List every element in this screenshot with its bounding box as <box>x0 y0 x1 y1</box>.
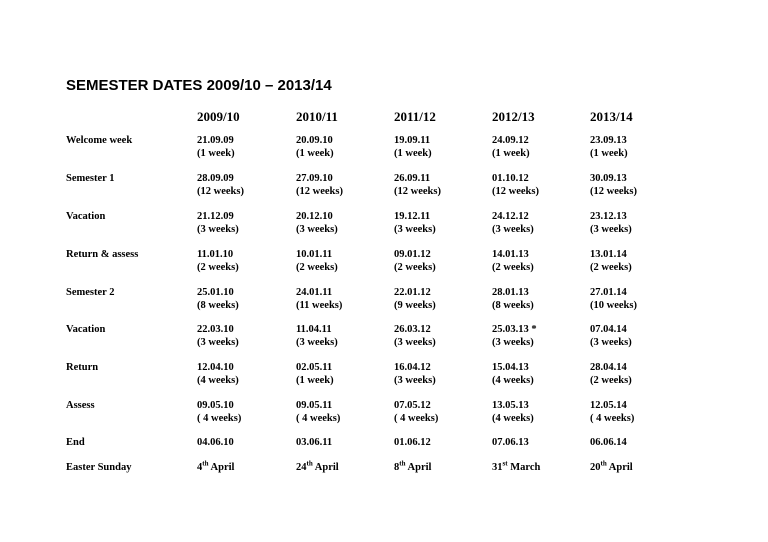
cell-date: 24.01.11 <box>296 287 333 298</box>
cell-duration: (1 week) <box>492 148 530 159</box>
cell-duration: (12 weeks) <box>590 186 637 197</box>
cell-date: 23.09.13 <box>590 135 627 146</box>
cell-date: 28.04.14 <box>590 362 627 373</box>
date-cell <box>197 172 244 198</box>
date-cell <box>296 210 338 236</box>
date-cell <box>197 399 241 425</box>
easter-day: 31 <box>492 462 503 473</box>
date-cell <box>590 172 637 198</box>
cell-date: 19.09.11 <box>394 135 431 146</box>
date-cell <box>394 248 436 274</box>
easter-day-suffix: st <box>502 459 508 468</box>
cell-date: 26.03.12 <box>394 324 431 335</box>
cell-date: 22.03.10 <box>197 324 234 335</box>
row-label: Semester 1 <box>66 173 115 184</box>
cell-duration: (3 weeks) <box>492 224 534 235</box>
easter-month: March <box>510 462 541 473</box>
cell-duration: ( 4 weeks) <box>197 413 242 424</box>
cell-duration: (3 weeks) <box>394 337 436 348</box>
year-header: 2012/13 <box>492 109 535 124</box>
row-label: Vacation <box>66 324 106 335</box>
cell-date: 11.01.10 <box>197 249 234 260</box>
cell-date: 30.09.13 <box>590 173 627 184</box>
cell-duration: (3 weeks) <box>590 224 632 235</box>
year-header: 2010/11 <box>296 109 338 124</box>
cell-date: 07.04.14 <box>590 324 627 335</box>
cell-date: 14.01.13 <box>492 249 529 260</box>
cell-date: 04.06.10 <box>197 437 234 448</box>
easter-date-cell <box>590 461 633 474</box>
cell-date: 27.09.10 <box>296 173 333 184</box>
easter-day-suffix: th <box>306 459 313 468</box>
cell-duration: (3 weeks) <box>492 337 534 348</box>
cell-duration: (1 week) <box>394 148 432 159</box>
cell-duration: (1 week) <box>296 148 334 159</box>
date-cell <box>394 134 432 160</box>
date-cell <box>296 286 342 312</box>
easter-month: April <box>407 462 432 473</box>
cell-date: 12.04.10 <box>197 362 234 373</box>
cell-date: 21.09.09 <box>197 135 234 146</box>
cell-date: 07.06.13 <box>492 437 529 448</box>
date-cell <box>492 134 530 160</box>
cell-duration: (10 weeks) <box>590 300 637 311</box>
cell-date: 13.05.13 <box>492 400 529 411</box>
date-cell <box>394 361 436 387</box>
cell-date: 20.12.10 <box>296 211 333 222</box>
date-cell <box>394 323 436 349</box>
easter-day: 4 <box>197 462 203 473</box>
cell-duration: (3 weeks) <box>197 337 239 348</box>
cell-date: 26.09.11 <box>394 173 431 184</box>
cell-duration: (3 weeks) <box>394 375 436 386</box>
cell-date: 11.04.11 <box>296 324 332 335</box>
cell-date: 19.12.11 <box>394 211 431 222</box>
date-cell <box>197 361 239 387</box>
row-label: Assess <box>66 400 95 411</box>
cell-date: 07.05.12 <box>394 400 431 411</box>
cell-date: 06.06.14 <box>590 437 627 448</box>
date-cell <box>197 248 239 274</box>
cell-date: 25.01.10 <box>197 287 234 298</box>
cell-duration: (11 weeks) <box>296 300 343 311</box>
date-cell <box>296 248 338 274</box>
cell-duration: ( 4 weeks) <box>394 413 439 424</box>
date-cell <box>296 399 340 425</box>
cell-duration: (9 weeks) <box>394 300 436 311</box>
cell-date: 24.09.12 <box>492 135 529 146</box>
cell-duration: ( 4 weeks) <box>590 413 635 424</box>
cell-duration: (12 weeks) <box>197 186 244 197</box>
row-label: Return & assess <box>66 249 139 260</box>
year-header: 2013/14 <box>590 109 633 124</box>
date-cell <box>492 286 534 312</box>
cell-duration: (1 week) <box>197 148 235 159</box>
row-label: End <box>66 437 85 448</box>
cell-duration: ( 4 weeks) <box>296 413 341 424</box>
date-cell <box>394 210 436 236</box>
date-cell <box>394 286 436 312</box>
cell-duration: (1 week) <box>296 375 334 386</box>
year-header: 2009/10 <box>197 109 240 124</box>
easter-month: April <box>314 462 339 473</box>
easter-month: April <box>608 462 633 473</box>
date-cell <box>590 323 632 349</box>
date-cell <box>590 436 627 449</box>
cell-duration: (3 weeks) <box>296 337 338 348</box>
row-label: Return <box>66 362 99 373</box>
cell-date: 10.01.11 <box>296 249 333 260</box>
cell-duration: (1 week) <box>590 148 628 159</box>
date-cell <box>492 361 534 387</box>
date-cell <box>296 361 334 387</box>
date-cell <box>492 323 537 349</box>
date-cell <box>590 286 637 312</box>
easter-day: 20 <box>590 462 601 473</box>
date-cell <box>394 436 431 449</box>
date-cell <box>394 399 438 425</box>
easter-day-suffix: th <box>202 459 209 468</box>
document-title: SEMESTER DATES 2009/10 – 2013/14 <box>66 77 332 94</box>
cell-duration: (3 weeks) <box>197 224 239 235</box>
cell-duration: (2 weeks) <box>590 262 632 273</box>
cell-date: 24.12.12 <box>492 211 529 222</box>
cell-duration: (12 weeks) <box>492 186 539 197</box>
easter-date-cell <box>296 461 339 474</box>
date-cell <box>296 436 332 449</box>
easter-day-suffix: th <box>399 459 406 468</box>
cell-duration: (12 weeks) <box>296 186 343 197</box>
row-label: Welcome week <box>66 135 133 146</box>
cell-date: 27.01.14 <box>590 287 627 298</box>
row-label: Semester 2 <box>66 287 115 298</box>
date-cell <box>492 172 539 198</box>
cell-duration: (2 weeks) <box>394 262 436 273</box>
cell-date: 09.05.10 <box>197 400 234 411</box>
date-cell <box>590 134 628 160</box>
easter-date-cell <box>492 461 540 474</box>
easter-date-cell <box>394 461 431 474</box>
date-cell <box>296 134 334 160</box>
date-cell <box>492 210 534 236</box>
cell-date: 21.12.09 <box>197 211 234 222</box>
date-cell <box>590 399 634 425</box>
year-header: 2011/12 <box>394 109 436 124</box>
cell-duration: (3 weeks) <box>296 224 338 235</box>
date-cell <box>492 248 534 274</box>
easter-day: 24 <box>296 462 307 473</box>
cell-date: 16.04.12 <box>394 362 431 373</box>
date-cell <box>197 323 239 349</box>
cell-date: 28.01.13 <box>492 287 529 298</box>
cell-date: 09.05.11 <box>296 400 333 411</box>
cell-duration: (2 weeks) <box>492 262 534 273</box>
date-cell <box>296 172 343 198</box>
cell-date: 03.06.11 <box>296 437 333 448</box>
date-cell <box>590 361 632 387</box>
cell-duration: (4 weeks) <box>492 413 534 424</box>
cell-date: 13.01.14 <box>590 249 627 260</box>
row-label: Easter Sunday <box>66 462 132 473</box>
easter-month: April <box>210 462 235 473</box>
cell-date: 01.06.12 <box>394 437 431 448</box>
cell-duration: (4 weeks) <box>197 375 239 386</box>
cell-date: 23.12.13 <box>590 211 627 222</box>
cell-duration: (8 weeks) <box>492 300 534 311</box>
date-cell <box>492 399 534 425</box>
date-cell <box>590 248 632 274</box>
cell-date: 02.05.11 <box>296 362 333 373</box>
date-cell <box>492 436 529 449</box>
date-cell <box>296 323 338 349</box>
date-cell <box>197 436 234 449</box>
cell-duration: (2 weeks) <box>590 375 632 386</box>
cell-duration: (8 weeks) <box>197 300 239 311</box>
cell-date: 22.01.12 <box>394 287 431 298</box>
row-label: Vacation <box>66 211 106 222</box>
cell-date: 20.09.10 <box>296 135 333 146</box>
date-cell <box>197 286 239 312</box>
cell-duration: (3 weeks) <box>590 337 632 348</box>
cell-date: 12.05.14 <box>590 400 627 411</box>
cell-duration: (3 weeks) <box>394 224 436 235</box>
date-cell <box>394 172 441 198</box>
cell-date: 28.09.09 <box>197 173 234 184</box>
cell-date: 25.03.13 * <box>492 324 537 335</box>
cell-date: 01.10.12 <box>492 173 529 184</box>
cell-duration: (2 weeks) <box>197 262 239 273</box>
cell-date: 09.01.12 <box>394 249 431 260</box>
date-cell <box>590 210 632 236</box>
easter-day-suffix: th <box>600 459 607 468</box>
cell-date: 15.04.13 <box>492 362 529 373</box>
date-cell <box>197 210 239 236</box>
cell-duration: (2 weeks) <box>296 262 338 273</box>
easter-date-cell <box>197 461 234 474</box>
easter-day: 8 <box>394 462 400 473</box>
cell-duration: (4 weeks) <box>492 375 534 386</box>
date-cell <box>197 134 235 160</box>
cell-duration: (12 weeks) <box>394 186 441 197</box>
